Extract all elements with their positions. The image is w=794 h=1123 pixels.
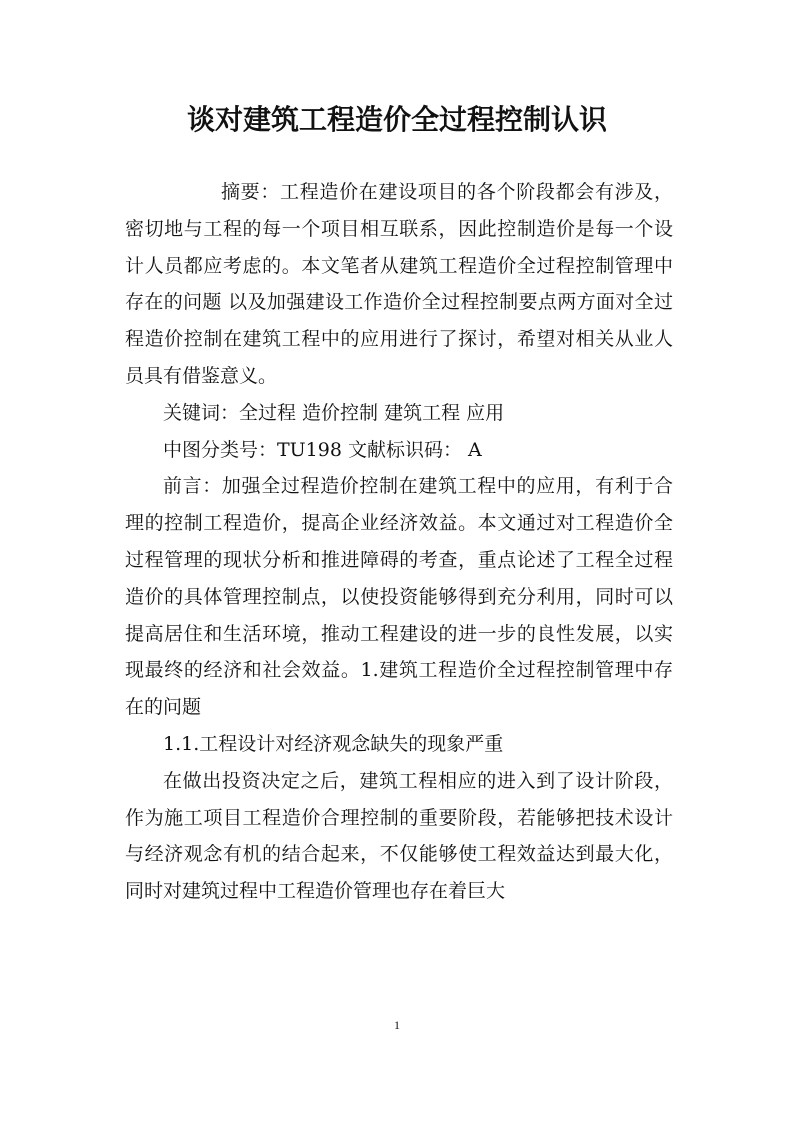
classification-line: 中图分类号：TU198 文献标识码： A [163, 438, 482, 461]
page-number: 1 [394, 1018, 400, 1032]
section-heading: 1.1.工程设计对经济观念缺失的现象严重 [163, 732, 504, 755]
keywords-line: 关键词：全过程 造价控制 建筑工程 应用 [163, 401, 505, 424]
document-title: 谈对建筑工程造价全过程控制认识 [186, 103, 607, 136]
section-paragraph: 在做出投资决定之后，建筑工程相应的进入到了设计阶段，作为施工项目工程造价合理控制的重要阶段，若能够把技术设计与经济观念有机的结合起来，不仅能够使工程效益达到最大化，同时对建筑过程中工程造价管理也存在着巨大 [125, 769, 673, 903]
document-body [125, 174, 673, 910]
abstract-paragraph: 摘要：工程造价在建设项目的各个阶段都会有涉及，密切地与工程的每一个项目相互联系，因此控制造价是每一个设计人员都应考虑的。本文笔者从建筑工程造价全过程控制管理中存在的问题 以及加强建设工作造价全过程控制要点两方面对全过程造价控制在建筑工程中的应用进行了探讨，希望对相关从业人员具有借鉴意义。 [125, 181, 673, 387]
preface-paragraph: 前言：加强全过程造价控制在建筑工程中的应用，有利于合理的控制工程造价，提高企业经济效益。本文通过对工程造价全过程管理的现状分析和推进障碍的考查，重点论述了工程全过程造价的具体管理控制点，以使投资能够得到充分利用，同时可以提高居住和生活环境，推动工程建设的进一步的良性发展，以实现最终的经济和社会效益。1.建筑工程造价全过程控制管理中存在的问题 [125, 475, 673, 719]
